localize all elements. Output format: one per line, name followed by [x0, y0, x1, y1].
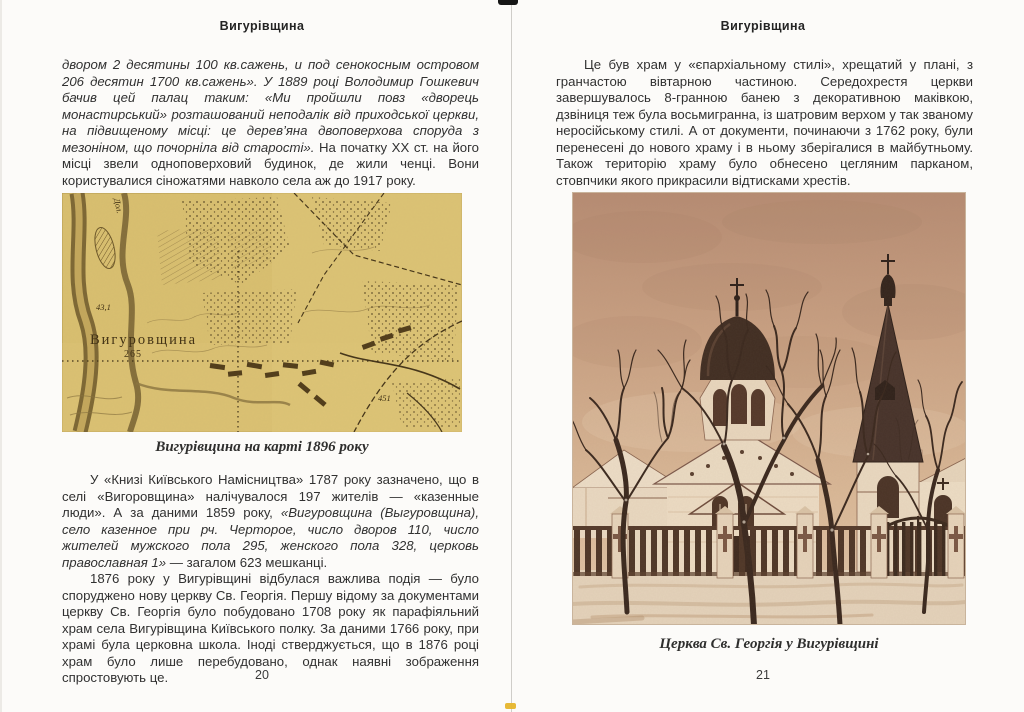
spine-bottom-speck [505, 703, 516, 709]
quoted-italic-text: двором 2 десятины 100 кв.сажень, и под сенокосным островом 206 десятин 1700 кв.сажень». У 1889 році Володимир Гошкевич бачив цей палац таким: «Ми пройшли повз «дворець монастирський» розташований неподалік від приходської церкви, на підвищеному місці: це дерев’яна двоповерхова споруда з мезоніном, що почорніла від старості». [62, 57, 479, 155]
regular-text: У «Книзі Київського Намісництва» 1787 року зазначено, що в селі «Вигоровщина» налічувалося 197 жителів — «казенные люди». А за даними 1859 року, [62, 472, 479, 520]
quoted-italic-text: «Вигуровщина (Выгуровщина), село казенное при рч. Черторое, число дворов 110, число жителей мужского пола 295, женского пола 328, церковь православная 1» [62, 505, 479, 570]
painting-grain-overlay [572, 192, 966, 625]
map-caption: Вигурівщина на карті 1896 року [155, 439, 369, 455]
left-paragraph-2 [62, 472, 479, 571]
right-paragraph-1 [556, 57, 973, 189]
book-spine [511, 0, 512, 712]
church-painting [572, 192, 966, 625]
left-lower-text [62, 472, 479, 687]
regular-text: — загалом 623 мешканці. [166, 554, 328, 570]
page-number-right: 21 [756, 668, 770, 682]
left-paragraph-1 [62, 57, 479, 189]
map-grain-overlay [62, 193, 462, 432]
paragraph: Це був храм у «єпархіальному стилі», хрещатий у плані, з гранчастою вівтарною частиною. Середохрестя церкви завершувалось 8-гранною банею з декоративною маківкою, дзвіниця теж була восьмигранна, із шатровим верхом у так званому неросійському стилі. А от документи, починаючи з 1762 року, були перенесені до нового храму і в ньому зберігалися в майбутньому. Також територію храму було обнесено цегляним парканом, стовпчики якого прикрасили відтисками хрестів. [556, 57, 973, 188]
running-head-right: Вигурівщина [720, 19, 806, 33]
spine-top-mark [498, 0, 518, 5]
paragraph-continuation [62, 57, 479, 189]
left-paragraph-3: 1876 року у Вигурівщині відбулася важлива подія — було споруджено нову церкву Св. Георгія. Першу відому за документами церкву Св. Георгія було побудовано 1708 року як парафіяльний храм села Вигурівщина Київського полку. За даними 1766 року, при храмі була церковна школа. Іноді стверджується, що в 1876 році храм було лише перебудовано, однак наявні зображення спростовують це. [62, 571, 479, 685]
church-caption: Церква Св. Георгія у Вигурівщині [659, 636, 879, 652]
regular-text: На початку ХХ ст. на його місці звели одноповерховий будинок, де жили ченці. Вони користувалися сіножатями навколо села аж до 1917 року. [62, 139, 480, 188]
page-number-left: 20 [255, 668, 269, 682]
running-head-left: Вигурівщина [219, 19, 305, 33]
scan-left-edge [0, 0, 2, 712]
map-image-1896 [62, 193, 462, 432]
